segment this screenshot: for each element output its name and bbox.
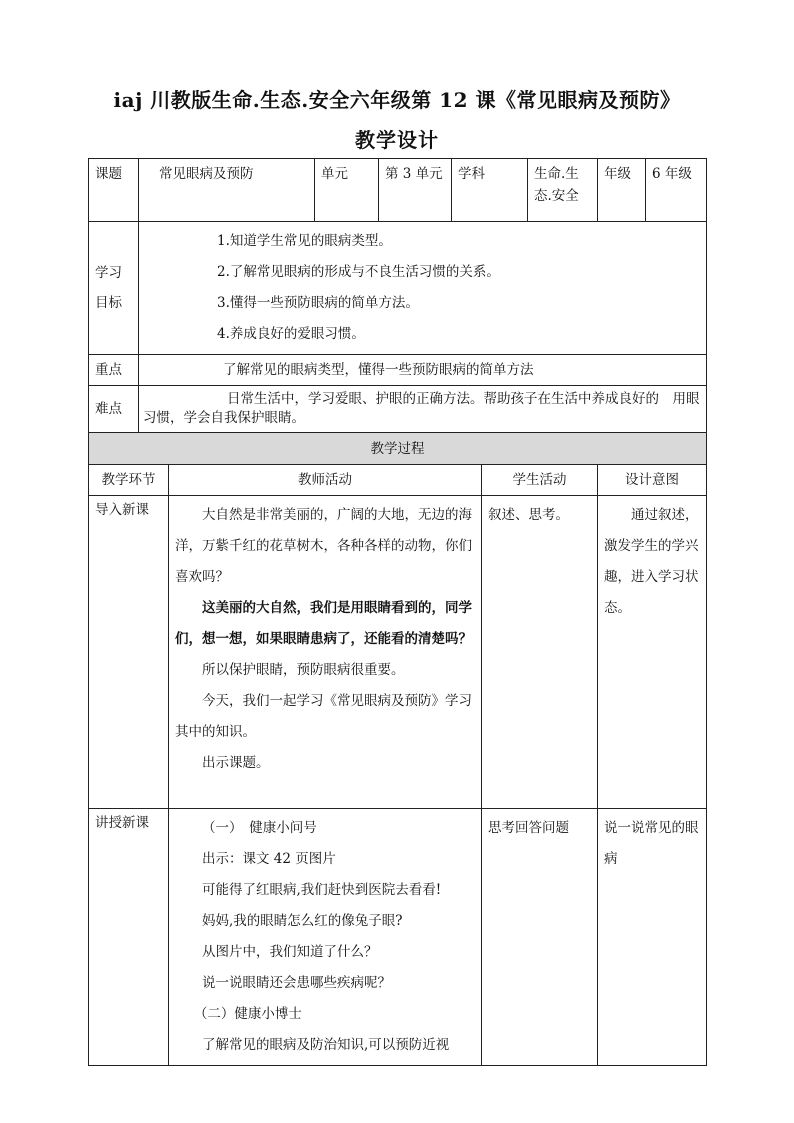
teacher-paragraph: 大自然是非常美丽的，广阔的大地，无边的海洋，万紫千红的花草树木，各种各样的动物，你们喜欢吗？ <box>175 507 472 585</box>
intro-teacher-activity <box>169 496 482 809</box>
teacher-paragraph: 出示课题。 <box>202 755 270 771</box>
intro-row <box>89 496 707 809</box>
intent-text: 说一说常见的眼病 <box>604 820 699 867</box>
difficulty-row <box>89 386 707 433</box>
header-row <box>89 159 707 222</box>
process-columns-row <box>89 465 707 496</box>
teacher-line: 说一说眼睛还会患哪些疾病呢？ <box>202 975 391 991</box>
topic-value: 常见眼病及预防 <box>139 159 315 222</box>
grade-label: 年级 <box>598 159 646 222</box>
column-intent: 设计意图 <box>598 465 707 496</box>
teacher-line: 出示：课文 42 页图片 <box>202 851 336 867</box>
column-student: 学生活动 <box>482 465 598 496</box>
difficulty-text: 日常生活中，学习爱眼、护眼的正确方法。帮助孩子在生活中养成良好的 用眼习惯，学会自我保护眼睛。 <box>139 386 707 433</box>
teach-teacher-activity <box>169 809 482 1066</box>
key-point-text: 了解常见的眼病类型，懂得一些预防眼病的简单方法 <box>139 355 707 386</box>
teacher-line: （一） 健康小问号 <box>202 820 317 836</box>
intro-student-activity <box>482 496 598 809</box>
teacher-line: 妈妈,我的眼睛怎么红的像兔子眼? <box>202 913 403 929</box>
key-point-row <box>89 355 707 386</box>
grade-value: 6 年级 <box>646 159 707 222</box>
objective-item: 3.懂得一些预防眼病的简单方法。 <box>217 295 419 311</box>
column-teacher: 教师活动 <box>169 465 482 496</box>
unit-label: 单元 <box>315 159 379 222</box>
key-point-label: 重点 <box>89 355 139 386</box>
difficulty-label: 难点 <box>89 386 139 433</box>
subject-label: 学科 <box>452 159 528 222</box>
page-subtitle: 教学设计 <box>355 128 439 152</box>
objective-item: 1.知道学生常见的眼病类型。 <box>217 233 392 249</box>
page-title: iaj 川教版生命.生态.安全六年级第 12 课《常见眼病及预防》 <box>113 88 681 112</box>
lesson-plan-table <box>88 158 707 1066</box>
teach-stage: 讲授新课 <box>89 809 169 1066</box>
unit-value: 第 3 单元 <box>379 159 452 222</box>
objective-item: 4.养成良好的爱眼习惯。 <box>217 326 365 342</box>
teacher-paragraph: 所以保护眼睛，预防眼病很重要。 <box>202 662 405 678</box>
column-stage: 教学环节 <box>89 465 169 496</box>
objectives-list <box>139 222 707 355</box>
student-activity-text: 思考回答问题 <box>488 820 569 836</box>
objectives-row <box>89 222 707 355</box>
objective-item: 2.了解常见眼病的形成与不良生活习惯的关系。 <box>217 264 500 280</box>
intro-stage: 导入新课 <box>89 496 169 809</box>
teacher-line: （二）健康小博士 <box>193 1006 302 1022</box>
process-section-title: 教学过程 <box>89 433 707 465</box>
teacher-paragraph: 今天，我们一起学习《常见眼病及预防》学习其中的知识。 <box>175 693 472 740</box>
intro-intent <box>598 496 707 809</box>
teach-row <box>89 809 707 1066</box>
student-activity-text: 叙述、思考。 <box>488 507 569 523</box>
topic-label: 课题 <box>89 159 139 222</box>
teacher-paragraph-bold: 这美丽的大自然，我们是用眼睛看到的，同学们，想一想，如果眼睛患病了，还能看的清楚吗？ <box>175 600 472 647</box>
teach-intent <box>598 809 707 1066</box>
teacher-line: 从图片中，我们知道了什么？ <box>202 944 378 960</box>
teach-student-activity <box>482 809 598 1066</box>
intent-text: 通过叙述，激发学生的学兴趣，进入学习状态。 <box>604 507 699 616</box>
teacher-line: 了解常见的眼病及防治知识,可以预防近视 <box>202 1037 450 1053</box>
teacher-line: 可能得了红眼病,我们赶快到医院去看看! <box>202 882 442 898</box>
subject-value: 生命.生态.安全 <box>528 159 598 222</box>
objectives-label: 学习目标 <box>89 222 139 355</box>
process-header-row <box>89 433 707 465</box>
